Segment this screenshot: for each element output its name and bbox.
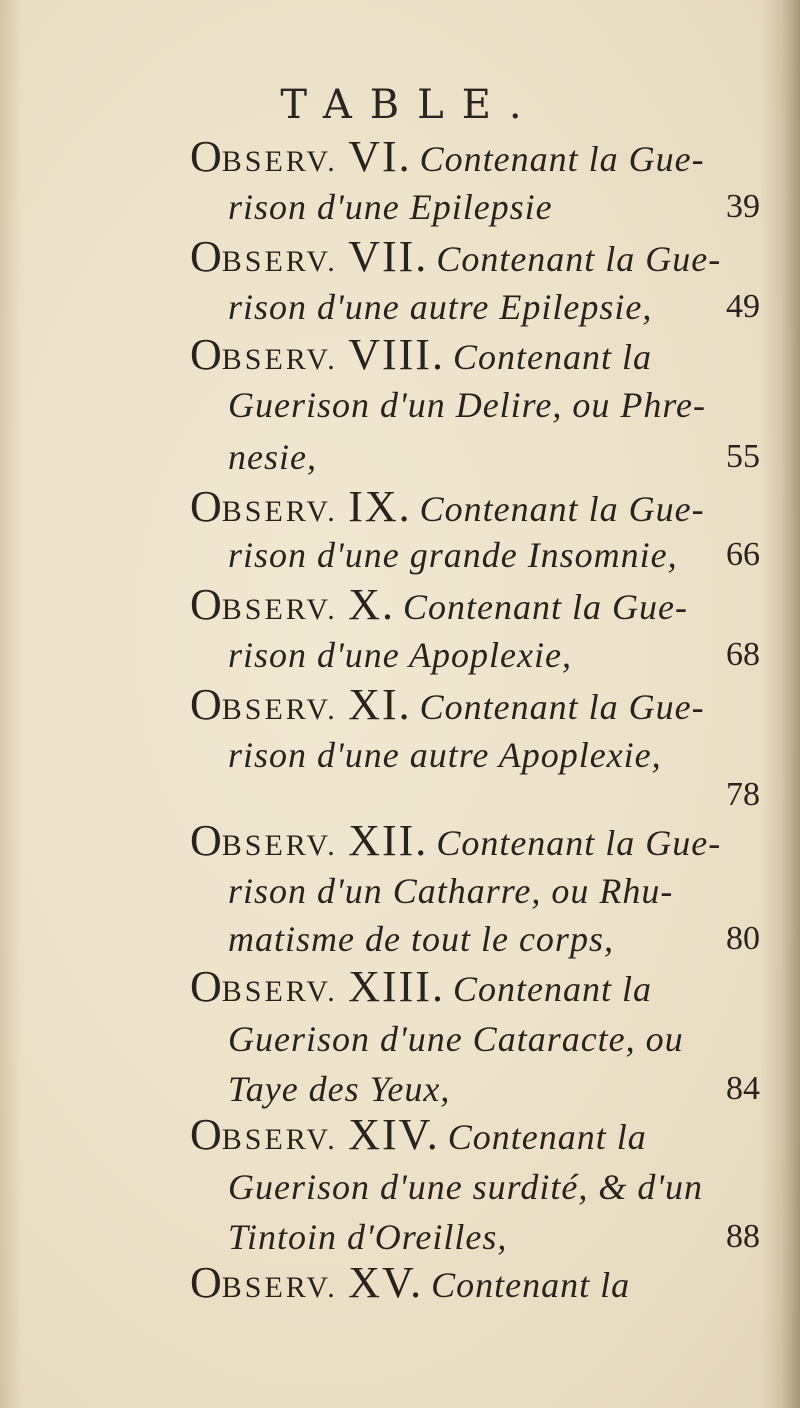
observation-heading-line [0,482,800,532]
observation-title-continuation: rison d'un Catharre, ou Rhu- [228,871,674,911]
observation-title: Contenant la [431,1265,631,1305]
observation-heading-line [0,132,800,182]
observation-title-continuation: Guerison d'une surdité, & d'un [228,1167,704,1207]
observation-number: XI. [348,680,412,729]
observation-heading-line [0,580,800,630]
observation-heading [190,816,721,871]
observation-title-continuation: rison d'une autre Apoplexie, [228,735,662,775]
observation-label-initial: O [190,962,222,1011]
observation-label-rest: BSERV. [221,829,349,862]
observation-title-continuation: matisme de tout le corps, [228,919,614,959]
observation-number: XIV. [348,1110,440,1159]
observation-heading [190,1110,647,1165]
observation-number: VIII. [348,330,445,379]
observation-continuation-line [0,866,800,916]
observation-heading [190,232,721,287]
observation-continuation-line [0,1014,800,1064]
observation-heading [190,1258,630,1313]
observation-title: Contenant la [447,1117,647,1157]
observation-label-initial: O [190,816,222,865]
observation-title: Contenant la [452,337,652,377]
observation-label-rest: BSERV. [221,693,349,726]
observation-continuation-line [0,630,800,680]
observation-title-continuation: rison d'une Epilepsie [228,187,553,227]
page-number: 88 [726,1218,760,1255]
observation-title-continuation: Taye des Yeux, [228,1069,451,1109]
observation-heading-line [0,962,800,1012]
observation-label-initial: O [190,330,222,379]
observation-label-rest: BSERV. [221,343,349,376]
observation-title: Contenant la [452,969,652,1009]
observation-title-continuation: Tintoin d'Oreilles, [228,1217,508,1257]
observation-heading-line [0,1110,800,1160]
observation-label-initial: O [190,482,222,531]
observation-number: XV. [348,1258,424,1307]
observation-continuation-line [0,1162,800,1212]
observation-number: IX. [348,482,412,531]
page-number: 39 [726,188,760,225]
observation-heading-line [0,816,800,866]
observation-label-rest: BSERV. [221,593,349,626]
observation-heading [190,132,705,187]
page-number: 55 [726,438,760,475]
observation-title-continuation: nesie, [228,437,317,477]
observation-label-initial: O [190,680,222,729]
observation-number: X. [348,580,395,629]
observation-continuation-line [0,1212,800,1262]
observation-label-initial: O [190,1110,222,1159]
observation-title-continuation: rison d'une autre Epilepsie, [228,287,653,327]
observation-title-continuation: rison d'une grande Insomnie, [228,535,678,575]
observation-title: Contenant la Gue- [419,489,705,529]
observation-label-initial: O [190,580,222,629]
observation-continuation-line [0,1064,800,1114]
observation-heading [190,330,652,385]
page-number: 78 [726,776,760,813]
observation-label-rest: BSERV. [221,145,349,178]
observation-title: Contenant la Gue- [419,139,705,179]
observation-label-rest: BSERV. [221,1123,349,1156]
observation-title-continuation: rison d'une Apoplexie, [228,635,572,675]
observation-continuation-line [0,530,800,580]
observation-title: Contenant la Gue- [419,687,705,727]
page-number: 68 [726,636,760,673]
observation-number: VI. [348,132,412,181]
observation-title: Contenant la Gue- [436,823,722,863]
observation-heading-line [0,680,800,730]
observation-number: VII. [348,232,429,281]
observation-heading [190,962,652,1017]
observation-heading [190,482,705,537]
observation-title-continuation: Guerison d'un Delire, ou Phre- [228,385,706,425]
observation-label-rest: BSERV. [221,975,349,1008]
observation-continuation-line [0,770,800,820]
observation-heading-line [0,232,800,282]
observation-label-initial: O [190,132,222,181]
observation-continuation-line [0,432,800,482]
observation-label-rest: BSERV. [221,245,349,278]
observation-number: XIII. [348,962,445,1011]
page-header: TABLE. [280,82,540,128]
observation-label-initial: O [190,232,222,281]
observation-continuation-line [0,182,800,232]
observation-heading-line [0,330,800,380]
observation-continuation-line [0,380,800,430]
observation-number: XII. [348,816,429,865]
observation-heading [190,580,688,635]
observation-label-initial: O [190,1258,222,1307]
page-number: 84 [726,1070,760,1107]
page-number: 80 [726,920,760,957]
observation-title: Contenant la Gue- [436,239,722,279]
page-number: 66 [726,536,760,573]
observation-heading [190,680,705,735]
observation-label-rest: BSERV. [221,1271,349,1304]
observation-continuation-line [0,914,800,964]
observation-label-rest: BSERV. [221,495,349,528]
observation-title-continuation: Guerison d'une Cataracte, ou [228,1019,684,1059]
observation-continuation-line [0,282,800,332]
observation-heading-line [0,1258,800,1308]
observation-title: Contenant la Gue- [403,587,688,627]
page-number: 49 [726,288,760,325]
